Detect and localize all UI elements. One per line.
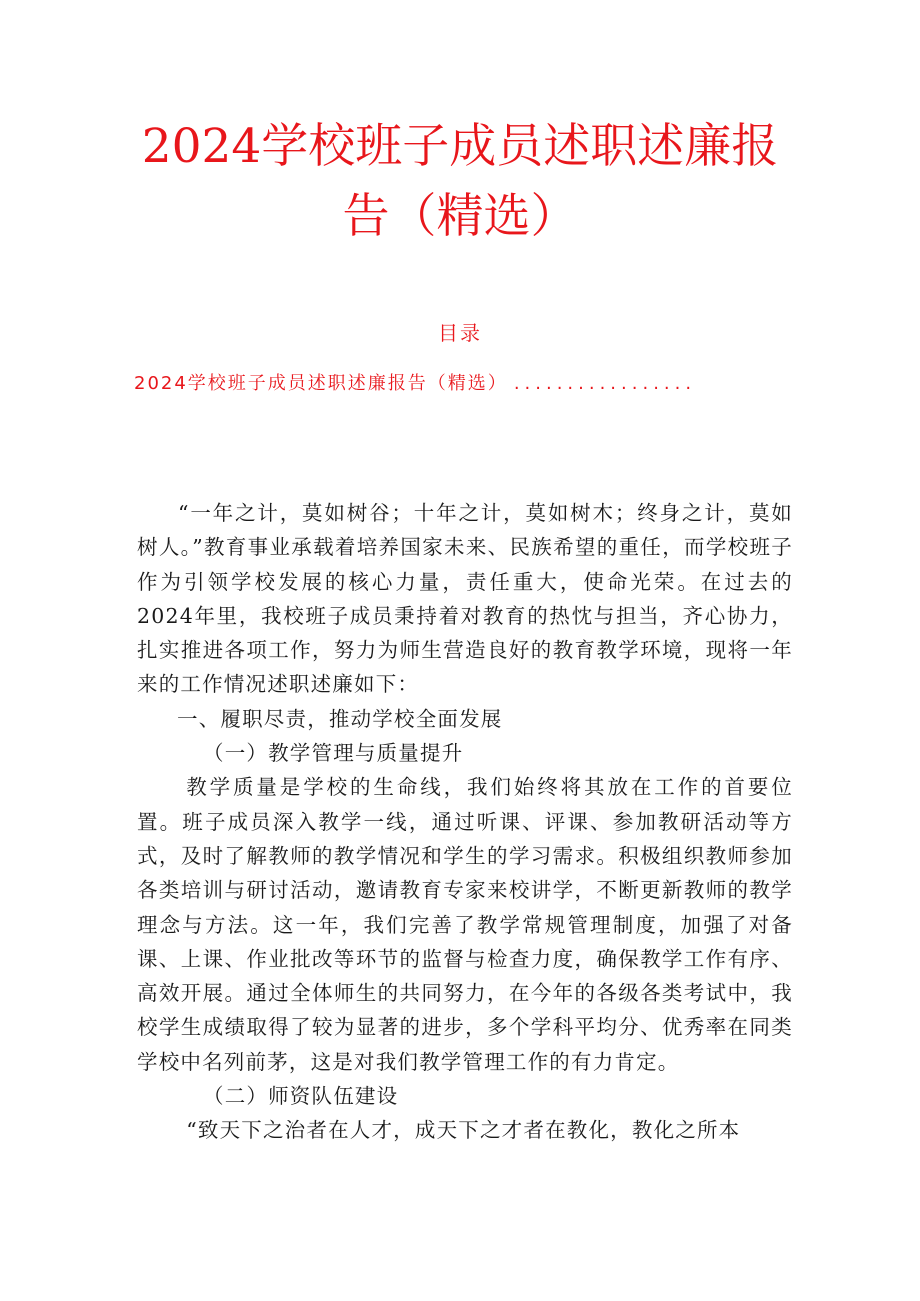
- document-body: [137, 496, 793, 1148]
- intro-paragraph: “一年之计，莫如树谷；十年之计，莫如树木；终身之计，莫如树人。”教育事业承载着培养国家未来、民族希望的重任，而学校班子作为引领学校发展的核心力量，责任重大，使命光荣。在过去的2024年里，我校班子成员秉持着对教育的热忱与担当，齐心协力，扎实推进各项工作，努力为师生营造良好的教育教学环境，现将一年来的工作情况述职述廉如下：: [137, 501, 793, 697]
- title-line-2: 告（精选）: [342, 189, 578, 244]
- subsection-heading-2: （二）师资队伍建设: [203, 1084, 399, 1109]
- toc-entry[interactable]: [134, 370, 774, 398]
- document-title: [140, 112, 780, 252]
- toc-heading: 目录: [438, 321, 482, 345]
- toc-entry-title: 2024学校班子成员述职述廉报告（精选）: [134, 373, 508, 394]
- section-heading-1: 一、履职尽责，推动学校全面发展: [177, 706, 503, 731]
- title-line-1: 2024学校班子成员述职述廉报: [141, 119, 779, 174]
- toc-dot-leader: .................: [513, 373, 697, 394]
- teaching-paragraph: 教学质量是学校的生命线，我们始终将其放在工作的首要位置。班子成员深入教学一线，通过听课、评课、参加教研活动等方式，及时了解教师的教学情况和学生的学习需求。积极组织教师参加各类培训与研讨活动，邀请教育专家来校讲学，不断更新教师的教学理念与方法。这一年，我们完善了教学常规管理制度，加强了对备课、上课、作业批改等环节的监督与检查力度，确保教学工作有序、高效开展。通过全体师生的共同努力，在今年的各级各类考试中，我校学生成绩取得了较为显著的进步，多个学科平均分、优秀率在同类学校中名列前茅，这是对我们教学管理工作的有力肯定。: [137, 775, 793, 1074]
- subsection-heading-1: （一）教学管理与质量提升: [203, 741, 464, 766]
- staff-paragraph: “致天下之治者在人才，成天下之才者在教化，教化之所本: [186, 1118, 741, 1143]
